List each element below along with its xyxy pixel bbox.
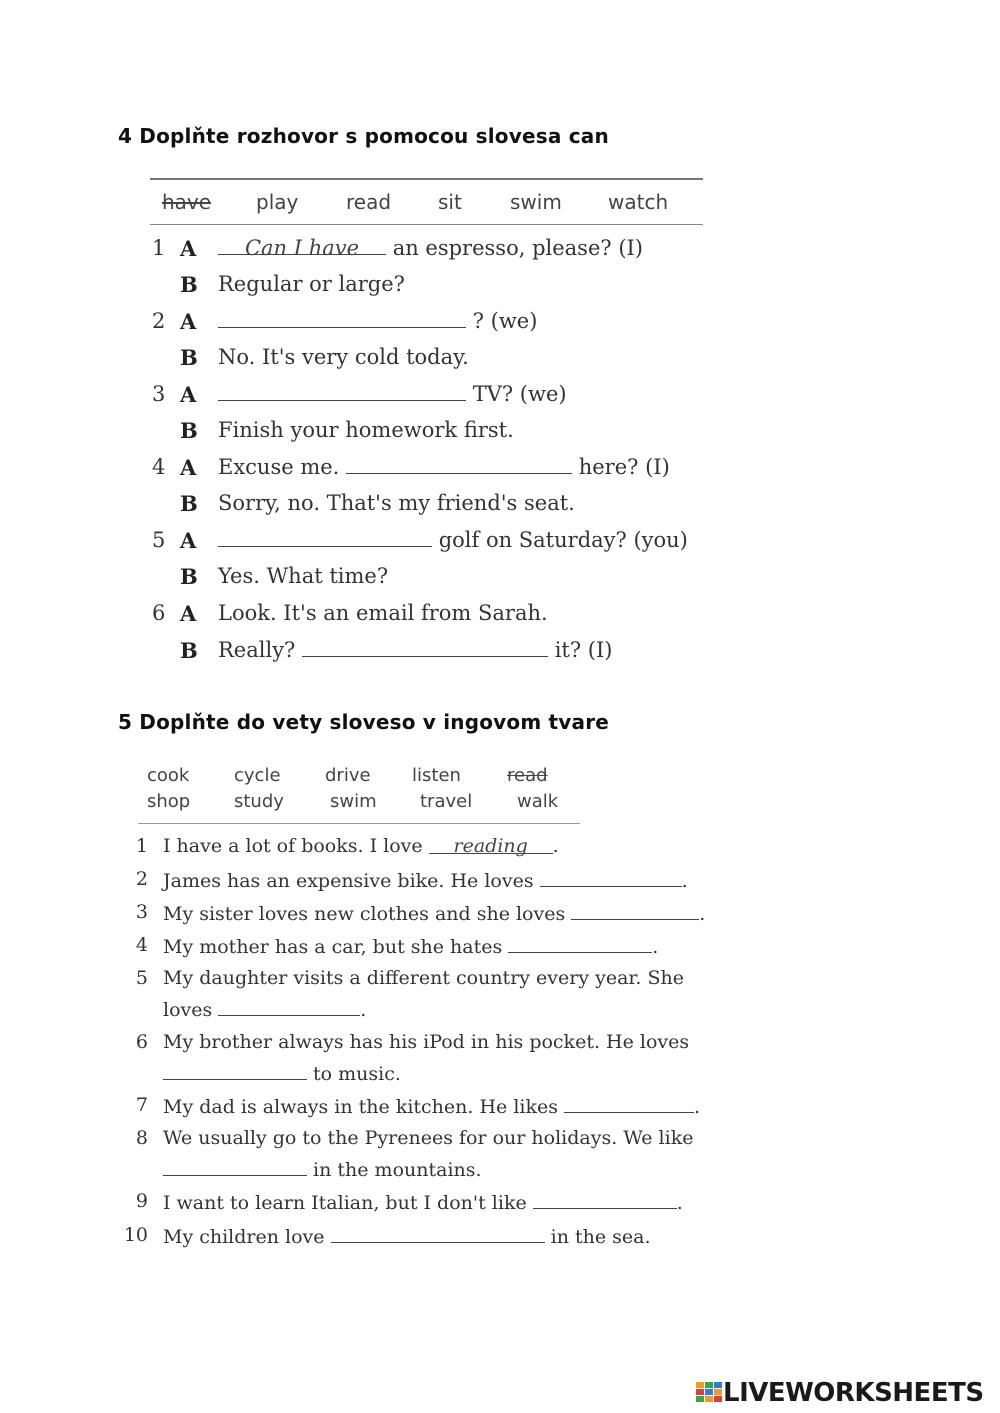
item-number: 1 [152,236,166,260]
sentence [163,1094,700,1118]
speaker-a: A [180,382,197,407]
sentence-text: in the sea. [550,1226,651,1248]
answer-blank[interactable]: reading [429,835,553,854]
speaker-b: B [180,418,198,443]
word-box-item: read [346,190,392,214]
exercise-4-word-box [150,178,703,225]
sentence [163,901,705,925]
answer-blank[interactable] [163,1061,307,1080]
sentence-text: . [360,999,367,1021]
word-box-item: read [507,765,548,786]
dialogue-line-b [218,638,612,662]
liveworksheets-logo[interactable] [696,1380,984,1406]
dialogue-line-b: No. It's very cold today. [218,345,469,369]
speaker-a: A [180,455,197,480]
sentence [163,934,658,958]
item-number: 3 [152,382,166,406]
line-text: Really? [218,638,296,662]
answer-blank[interactable] [218,997,360,1016]
answer-blank[interactable] [218,309,466,328]
item-number: 7 [135,1094,148,1116]
sentence-text: My children love [163,1226,325,1248]
dialogue-line-a: Look. It's an email from Sarah. [218,601,548,625]
sentence-text: My mother has a car, but she hates [163,936,503,958]
sentence [163,1127,693,1149]
speaker-b: B [180,272,198,297]
logo-text: LIVEWORKSHEETS [723,1378,984,1408]
word-box-item: walk [517,791,559,812]
sentence-line-2 [163,1157,482,1181]
sentence-text: We usually go to the Pyrenees for our holidays. We like [163,1127,694,1149]
exercise-5-heading: 5 Doplňte do vety sloveso v ingovom tvare [118,710,610,734]
answer-blank[interactable] [533,1190,677,1209]
sentence [163,1190,683,1214]
logo-icon [696,1380,722,1406]
item-number: 4 [152,455,166,479]
item-number: 1 [135,835,148,857]
answer-blank[interactable] [331,1224,545,1243]
item-number: 5 [152,528,166,552]
answer-blank[interactable] [508,934,652,953]
word-box-item: shop [147,791,191,812]
word-box-item: cycle [234,765,281,786]
item-number: 10 [123,1224,148,1246]
sentence-line-2 [163,997,366,1021]
item-number: 6 [135,1031,148,1053]
item-number: 6 [152,601,166,625]
sentence [163,1031,689,1053]
answer-blank[interactable] [571,901,699,920]
word-box-item: sit [438,190,462,214]
line-text: TV? (we) [472,382,567,406]
sentence-text: . [652,936,659,958]
sentence-line-2 [163,1061,401,1085]
sentence-text: I want to learn Italian, but I don't like [163,1192,527,1214]
speaker-b: B [180,638,198,663]
dialogue-line-b: Finish your homework first. [218,418,514,442]
answer-blank[interactable] [302,638,548,657]
dialogue-line-a [218,236,643,260]
line-text: golf on Saturday? (you) [438,528,688,552]
speaker-a: A [180,309,197,334]
dialogue-line-a [218,309,537,333]
word-box-item: cook [147,765,190,786]
dialogue-line-b: Regular or large? [218,272,405,296]
item-number: 8 [135,1127,148,1149]
dialogue-line-b: Sorry, no. That's my friend's seat. [218,491,575,515]
item-number: 4 [135,934,148,956]
answer-blank[interactable] [346,455,572,474]
item-number: 2 [152,309,166,333]
sentence [163,868,688,892]
dialogue-line-a [218,528,688,552]
sentence [163,835,559,857]
item-number: 9 [135,1190,148,1212]
item-number: 5 [135,967,148,989]
line-text: it? (I) [554,638,613,662]
word-box-item: travel [420,791,473,812]
answer-blank[interactable] [218,382,466,401]
line-text: here? (I) [578,455,670,479]
word-box-item: drive [325,765,371,786]
word-box-item: watch [608,190,669,214]
sentence-text: to music. [313,1063,401,1085]
sentence-text: . [676,1192,683,1214]
speaker-a: A [180,236,197,261]
sentence-text: My daughter visits a different country every year. She [163,967,685,989]
sentence-text: . [694,1096,701,1118]
line-text: ? (we) [472,309,538,333]
word-box-item: study [234,791,284,812]
sentence-text: My brother always has his iPod in his pocket. He loves [163,1031,690,1053]
sentence-text: I have a lot of books. I love [163,835,423,857]
answer-blank[interactable] [163,1157,307,1176]
speaker-b: B [180,345,198,370]
sentence-text: . [681,870,688,892]
speaker-a: A [180,601,197,626]
item-number: 2 [135,868,148,890]
answer-blank[interactable] [540,868,682,887]
word-box-item: have [162,190,212,214]
sentence-text: in the mountains. [313,1159,482,1181]
dialogue-line-b: Yes. What time? [218,564,389,588]
dialogue-line-a [218,382,567,406]
sentence [163,1224,651,1248]
word-box-item: swim [330,791,377,812]
exercise-4-heading: 4 Doplňte rozhovor s pomocou slovesa can [118,124,609,148]
speaker-b: B [180,491,198,516]
sentence-text: . [699,903,706,925]
sentence-text: My dad is always in the kitchen. He likes [163,1096,558,1118]
dialogue-line-a [218,455,670,479]
item-number: 3 [135,901,148,923]
sentence-text: loves [163,999,213,1021]
sentence-text: . [552,835,559,857]
sentence-text: James has an expensive bike. He loves [163,870,534,892]
answer-blank[interactable] [218,528,432,547]
answer-blank[interactable] [564,1094,694,1113]
word-box-item: listen [412,765,461,786]
sentence [163,967,684,989]
word-box-item: swim [510,190,562,214]
exercise-5-word-box [138,760,580,824]
speaker-b: B [180,564,198,589]
answer-blank[interactable]: Can I have [218,236,386,255]
line-text: Excuse me. [218,455,340,479]
word-box-item: play [256,190,299,214]
speaker-a: A [180,528,197,553]
line-text: an espresso, please? (I) [392,236,643,260]
sentence-text: My sister loves new clothes and she loves [163,903,566,925]
